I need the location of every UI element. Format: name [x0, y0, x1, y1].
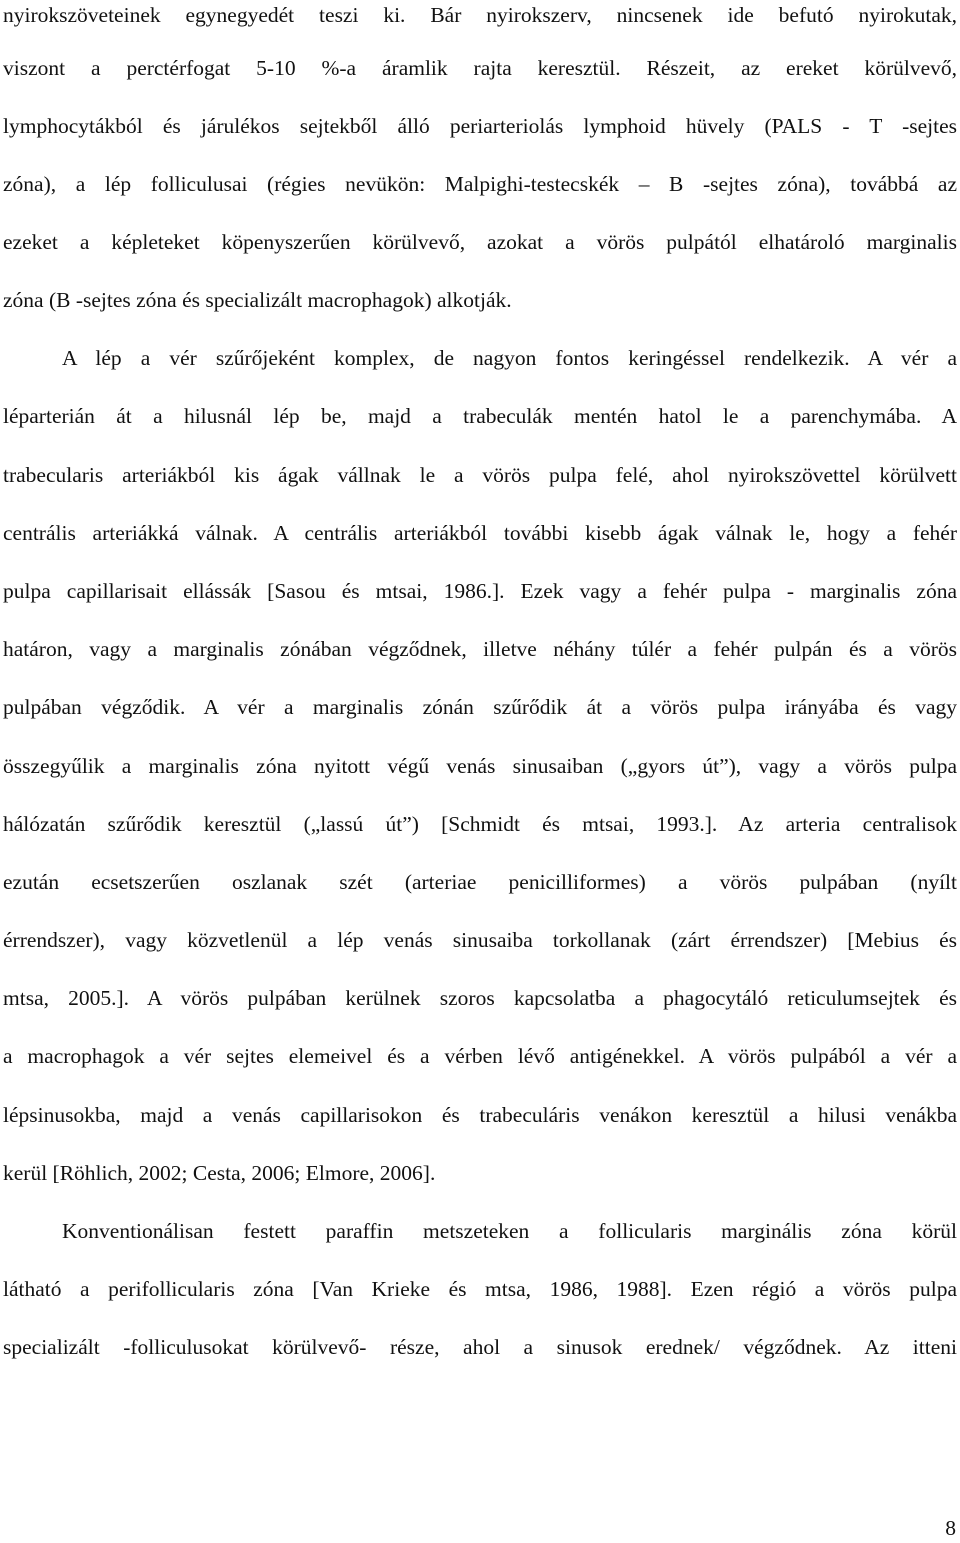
text-line: léparterián át a hilusnál lép be, majd a trabeculák mentén hatol le a parenchymába. A: [3, 404, 957, 428]
text-line: lépsinusokba, majd a venás capillarisokon és trabeculáris venákon keresztül a hilusi venákba: [3, 1103, 957, 1127]
text-line: nyirokszöveteinek egynegyedét teszi ki. Bár nyirokszerv, nincsenek ide befutó nyirokutak,: [3, 3, 957, 27]
text-line: specializált -folliculusokat körülvevő- része, ahol a sinusok erednek/ végződnek. Az itteni: [3, 1335, 957, 1359]
text-line: zóna (B -sejtes zóna és specializált macrophagok) alkotják.: [3, 288, 512, 312]
text-line: határon, vagy a marginalis zónában végződnek, illetve néhány túlér a fehér pulpán és a vörös: [3, 637, 957, 661]
text-line: a macrophagok a vér sejtes elemeivel és a vérben lévő antigénekkel. A vörös pulpából a vér a: [3, 1044, 957, 1068]
text-line: mtsa, 2005.]. A vörös pulpában kerülnek szoros kapcsolatba a phagocytáló reticulumsejtek és: [3, 986, 957, 1010]
text-line: pulpa capillarisait ellássák [Sasou és mtsai, 1986.]. Ezek vagy a fehér pulpa - marginalis zóna: [3, 579, 957, 603]
text-line: hálózatán szűrődik keresztül („lassú út”) [Schmidt és mtsai, 1993.]. Az arteria centralisok: [3, 812, 957, 836]
text-line: viszont a perctérfogat 5-10 %-a áramlik rajta keresztül. Részeit, az ereket körülvevő,: [3, 56, 957, 80]
text-line: pulpában végződik. A vér a marginalis zónán szűrődik át a vörös pulpa irányába és vagy: [3, 695, 957, 719]
text-line: centrális arteriákká válnak. A centrális arteriákból további kisebb ágak válnak le, hogy a fehér: [3, 521, 957, 545]
text-line: trabecularis arteriákból kis ágak vállnak le a vörös pulpa felé, ahol nyirokszövettel körülvett: [3, 463, 957, 487]
text-line: összegyűlik a marginalis zóna nyitott végű venás sinusaiban („gyors út”), vagy a vörös pulpa: [3, 754, 957, 778]
text-line: Konventionálisan festett paraffin metszeteken a follicularis marginális zóna körül: [62, 1219, 957, 1243]
text-line: lymphocytákból és járulékos sejtekből álló periarteriolás lymphoid hüvely (PALS - T -sejtes: [3, 114, 957, 138]
text-line: A lép a vér szűrőjeként komplex, de nagyon fontos keringéssel rendelkezik. A vér a: [62, 346, 957, 370]
text-line: kerül [Röhlich, 2002; Cesta, 2006; Elmore, 2006].: [3, 1161, 436, 1185]
text-line: érrendszer), vagy közvetlenül a lép venás sinusaiba torkollanak (zárt érrendszer) [Mebius és: [3, 928, 957, 952]
text-line: ezeket a képleteket köpenyszerűen körülvevő, azokat a vörös pulpától elhatároló marginalis: [3, 230, 957, 254]
text-line: ezután ecsetszerűen oszlanak szét (arteriae penicilliformes) a vörös pulpában (nyílt: [3, 870, 957, 894]
text-line: zóna), a lép folliculusai (régies nevükön: Malpighi-testecskék – B -sejtes zóna), továbbá az: [3, 172, 957, 196]
text-line: látható a perifollicularis zóna [Van Krieke és mtsa, 1986, 1988]. Ezen régió a vörös pulpa: [3, 1277, 957, 1301]
page-number: 8: [945, 1516, 956, 1540]
